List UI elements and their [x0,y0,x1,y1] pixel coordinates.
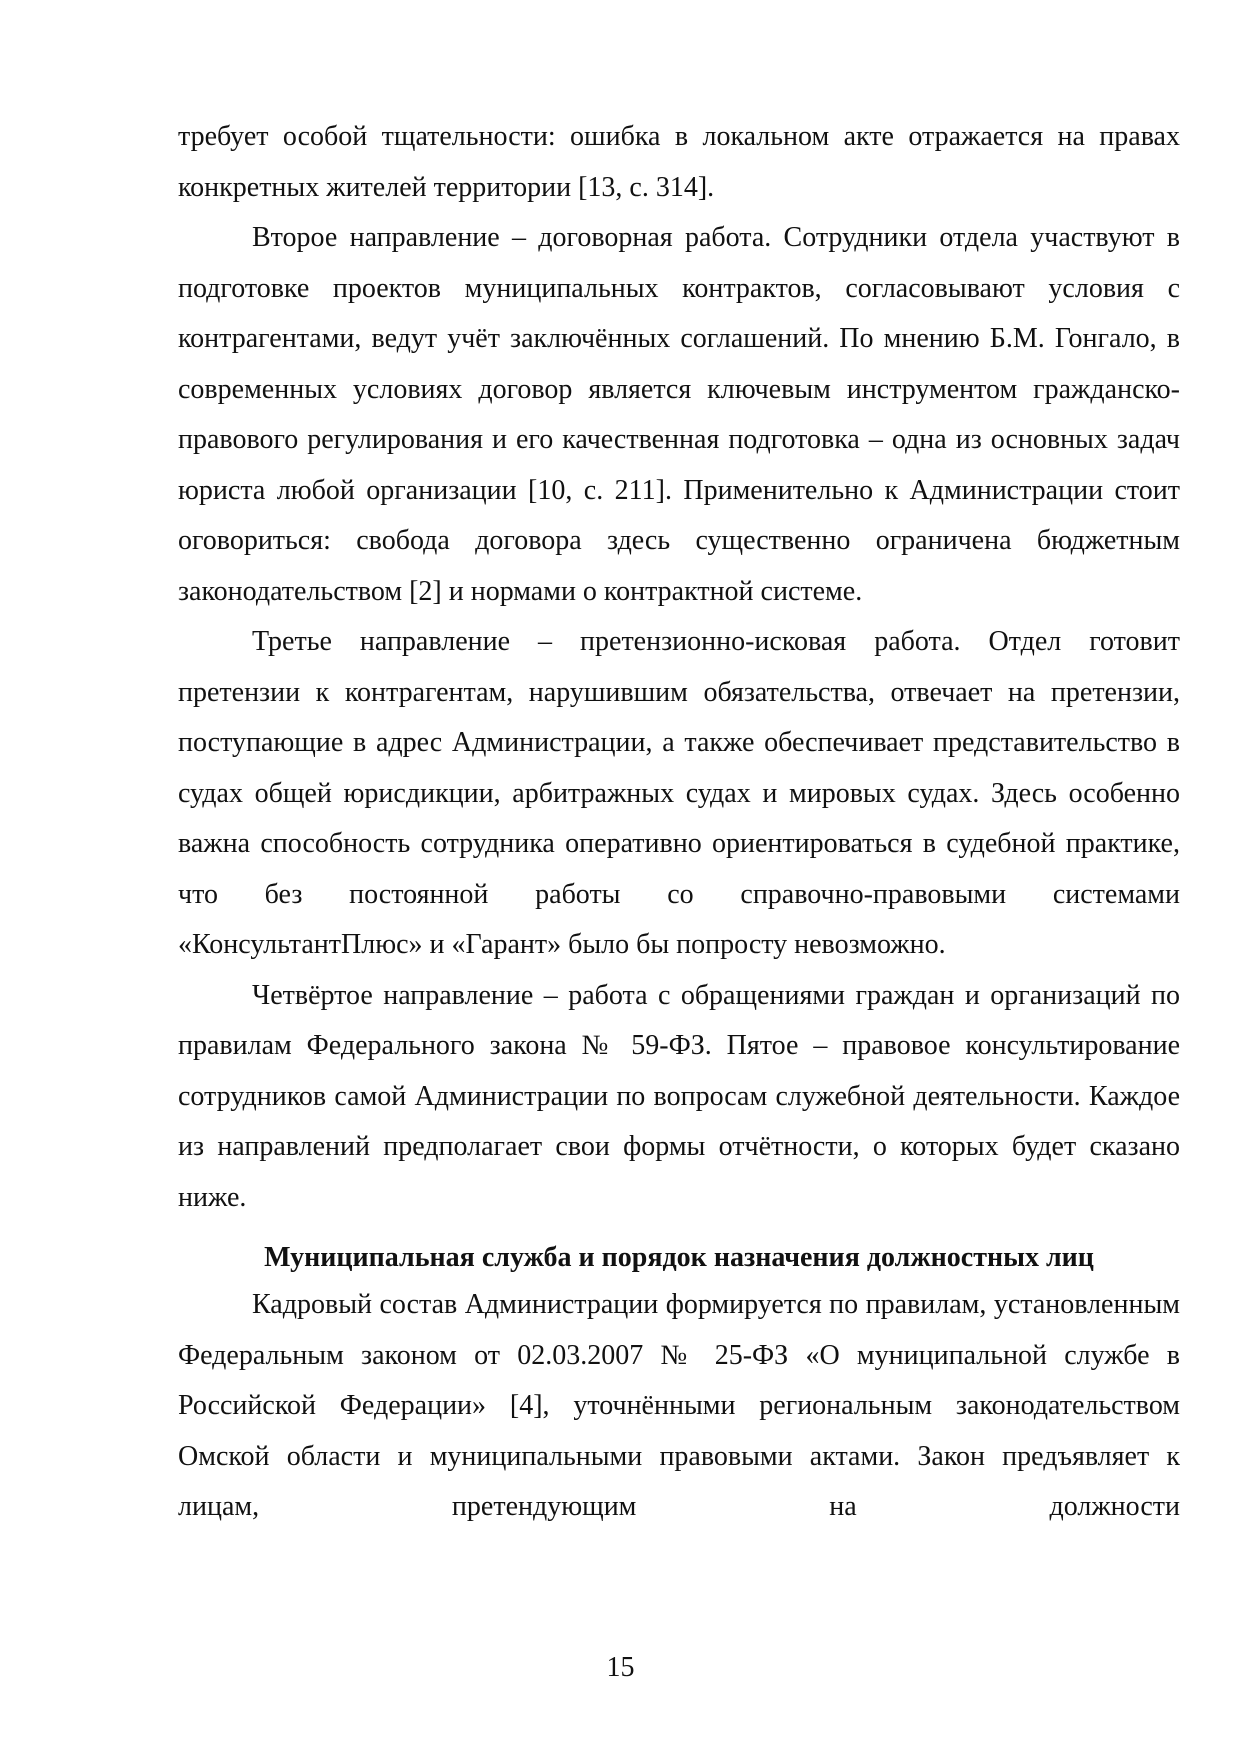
paragraph-municipal-service: Кадровый состав Администрации формируется по правилам, установленным Федеральным законом от 02.03.2007 № 25-ФЗ «О муниципальной службе в Российской Федерации» [4], уточнёнными региональным законодательством Омской области и муниципальными правовыми актами. Закон предъявляет к лицам, претендующим на должности [178,1289,1180,1522]
paragraph-citizen-appeals: Четвёртое направление – работа с обращениями граждан и организаций по правилам Федерального закона № 59-ФЗ. Пятое – правовое консультирование сотрудников самой Администрации по вопросам служебной деятельности. Каждое из направлений предполагает свои формы отчётности, о которых будет сказано ниже. [178,979,1180,1213]
page-number: 15 [606,1652,635,1683]
section-heading: Муниципальная служба и порядок назначения должностных лиц [264,1242,1094,1273]
page-body [178,112,1180,1533]
paragraph-contract-work: Второе направление – договорная работа. Сотрудники отдела участвуют в подготовке проектов муниципальных контрактов, согласовывают условия с контрагентами, ведут учёт заключённых соглашений. По мнению Б.М. Гонгало, в современных условиях договор является ключевым инструментом гражданско-правового регулирования и его качественная подготовка – одна из основных задач юриста любой организации [10, с. 211]. Применительно к Администрации стоит оговориться: свобода договора здесь существенно ограничена бюджетным законодательством [2] и нормами о контрактной системе. [178,222,1180,607]
paragraph-continuation: требует особой тщательности: ошибка в локальном акте отражается на правах конкретных жителей территории [13, с. 314]. [178,121,1180,203]
paragraph-claims-litigation: Третье направление – претензионно-исковая работа. Отдел готовит претензии к контрагентам, нарушившим обязательства, отвечает на претензии, поступающие в адрес Администрации, а также обеспечивает представительство в судах общей юрисдикции, арбитражных судах и мировых судах. Здесь особенно важна способность сотрудника оперативно ориентироваться в судебной практике, что без постоянной работы со справочно-правовыми системами «КонсультантПлюс» и «Гарант» было бы попросту невозможно. [178,626,1180,960]
